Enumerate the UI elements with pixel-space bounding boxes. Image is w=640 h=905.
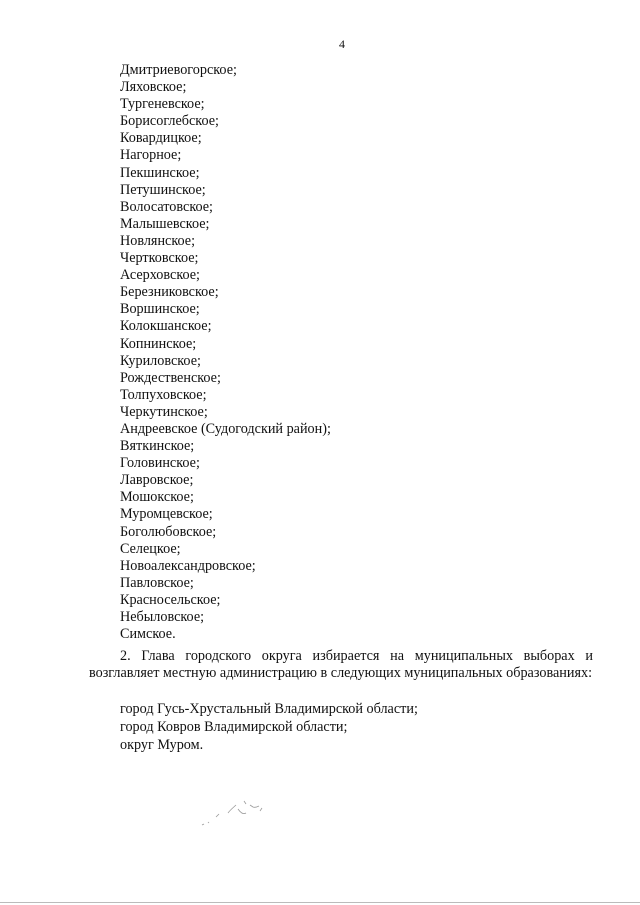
page-number: 4 bbox=[339, 37, 345, 51]
list-item: Чертковское; bbox=[120, 250, 199, 267]
list-item: Лавровское; bbox=[120, 472, 194, 489]
list-item: Ляховское; bbox=[120, 79, 187, 96]
list-item: Ковардицкое; bbox=[120, 130, 202, 147]
list-item: Колокшанское; bbox=[120, 318, 212, 335]
list-item: Рождественское; bbox=[120, 369, 221, 386]
list-item: Дмитриевогорское; bbox=[120, 62, 237, 78]
list-item: Копнинское; bbox=[120, 335, 197, 352]
list-item: Толпуховское; bbox=[120, 386, 207, 403]
paragraph-2 bbox=[89, 648, 593, 682]
list-item: Березниковское; bbox=[120, 284, 219, 301]
list-item: Новлянское; bbox=[120, 232, 196, 249]
list-item: Андреевское (Судогодский район); bbox=[120, 420, 331, 437]
list-item: Петушинское; bbox=[120, 181, 206, 198]
list-item: Павловское; bbox=[120, 574, 194, 591]
list-item: Асерховское; bbox=[120, 267, 200, 284]
list-item: Черкутинское; bbox=[120, 403, 208, 420]
list-item: Селецкое; bbox=[120, 540, 181, 557]
list-item: Головинское; bbox=[120, 455, 200, 472]
list-item: Пекшинское; bbox=[120, 164, 200, 181]
list-item: Куриловское; bbox=[120, 352, 201, 369]
paragraph-2-text: 2. Глава городского округа избирается на муниципальных выборах и возглавляет местную администрацию в следующих муниципальных образованиях: bbox=[89, 648, 593, 682]
list-item: город Ковров Владимирской области; bbox=[120, 719, 348, 735]
settlement-list bbox=[120, 62, 331, 643]
list-item: Красносельское; bbox=[120, 591, 221, 608]
list-item: Воршинское; bbox=[120, 301, 200, 318]
paragraph-2-list bbox=[120, 700, 418, 754]
list-item: Нагорное; bbox=[120, 147, 182, 164]
list-item: город Гусь-Хрустальный Владимирской области; bbox=[120, 701, 418, 717]
list-item: Мошокское; bbox=[120, 489, 194, 506]
list-item: Тургеневское; bbox=[120, 96, 205, 113]
list-item: Борисоглебское; bbox=[120, 113, 219, 130]
list-item: Небыловское; bbox=[120, 609, 205, 625]
list-item: Новоалександровское; bbox=[120, 557, 256, 574]
page-edge-line bbox=[0, 902, 640, 903]
list-item: округ Муром. bbox=[120, 737, 204, 753]
list-item: Боголюбовское; bbox=[120, 523, 217, 540]
list-item: Симское. bbox=[120, 626, 176, 643]
list-item: Вяткинское; bbox=[120, 438, 195, 455]
faint-mark bbox=[198, 795, 278, 835]
list-item: Волосатовское; bbox=[120, 198, 213, 215]
list-item: Муромцевское; bbox=[120, 506, 213, 523]
list-item: Малышевское; bbox=[120, 215, 210, 232]
